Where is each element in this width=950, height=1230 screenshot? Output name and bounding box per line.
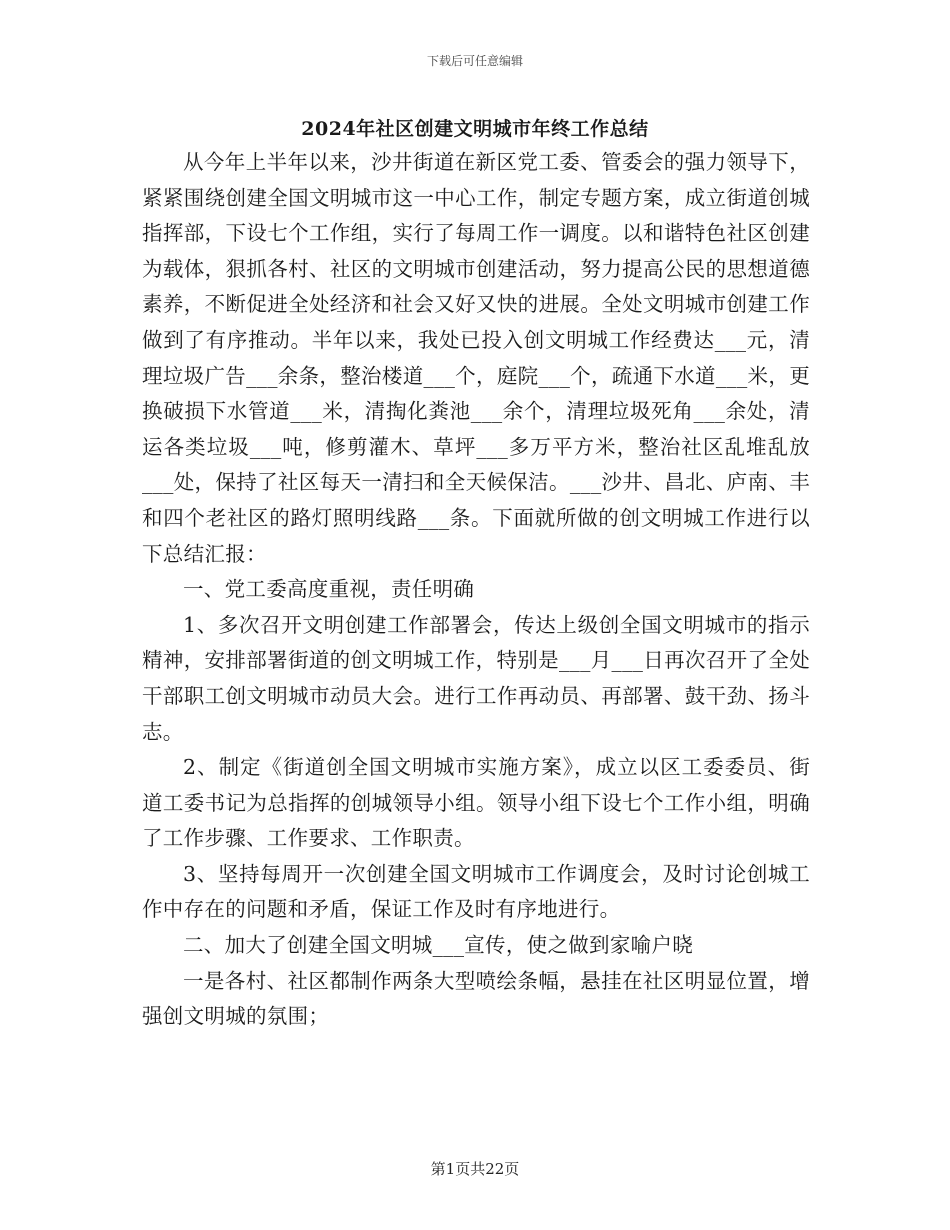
paragraph-item-3: 3、坚持每周开一次创建全国文明城市工作调度会，及时讨论创城工作中存在的问题和矛盾，保证工作及时有序地进行。 [142, 861, 810, 922]
document-title: 2024年社区创建文明城市年终工作总结 [301, 118, 649, 140]
document-body [142, 145, 810, 1035]
paragraph-intro: 从今年上半年以来，沙井街道在新区党工委、管委会的强力领导下，紧紧围绕创建全国文明城市这一中心工作，制定专题方案，成立街道创城指挥部，下设七个工作组，实行了每周工作一调度。以和谐特色社区创建为载体，狠抓各村、社区的文明城市创建活动，努力提高公民的思想道德素养，不断促进全处经济和社会又好又快的进展。全处文明城市创建工作做到了有序推动。半年以来，我处已投入创文明城工作经费达___元，清理垃圾广告___余条，整治楼道___个，庭院___个，疏通下水道___米，更换破损下水管道___米，清掏化粪池___余个，清理垃圾死角___余处，清运各类垃圾___吨，修剪灌木、草坪___多万平方米，整治社区乱堆乱放___处，保持了社区每天一清扫和全天候保洁。___沙井、昌北、庐南、丰和四个老社区的路灯照明线路___条。下面就所做的创文明城工作进行以下总结汇报： [142, 150, 810, 566]
section-heading-1: 一、党工委高度重视，责任明确 [183, 577, 475, 602]
download-note: 下载后可任意编辑 [426, 54, 523, 68]
section-heading-2: 二、加大了创建全国文明城___宣传，使之做到家喻户晓 [183, 933, 694, 958]
page-number: 第1页共22页 [430, 1160, 520, 1178]
paragraph-publicity-1: 一是各村、社区都制作两条大型喷绘条幅，悬挂在社区明显位置，增强创文明城的氛围； [142, 968, 810, 1029]
paragraph-item-2: 2、制定《街道创全国文明城市实施方案》，成立以区工委委员、街道工委书记为总指挥的创城领导小组。领导小组下设七个工作小组，明确了工作步骤、工作要求、工作职责。 [142, 755, 810, 851]
paragraph-item-1: 1、多次召开文明创建工作部署会，传达上级创全国文明城市的指示精神，安排部署街道的创文明城工作，特别是___月___日再次召开了全处干部职工创文明城市动员大会。进行工作再动员、再部署、鼓干劲、扬斗志。 [142, 612, 810, 744]
